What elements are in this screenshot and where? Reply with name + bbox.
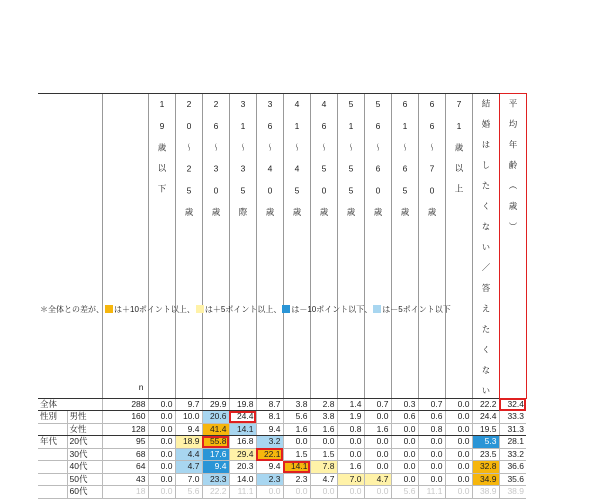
- column-header-label: 5 1 〜 5 5 歳: [345, 99, 356, 217]
- value-cell: 0.0: [364, 436, 391, 449]
- table-row: [38, 423, 526, 436]
- column-header-label: 結 婚 は し た く な い ／ 答 え た く な い: [480, 99, 491, 396]
- value-cell: 3.8: [283, 398, 310, 411]
- value-cell: 8.7: [256, 398, 283, 411]
- n-cell: 128: [102, 423, 148, 436]
- row-group-label: [38, 448, 67, 461]
- value-cell: 0.0: [445, 436, 472, 449]
- value-cell: 11.1: [229, 486, 256, 499]
- value-cell: 3.2: [256, 436, 283, 449]
- age-distribution-table: [38, 93, 527, 499]
- value-cell: 0.0: [364, 461, 391, 474]
- value-cell: 0.0: [148, 448, 175, 461]
- value-cell: 0.0: [418, 461, 445, 474]
- column-header-label: 2 0 〜 2 5 歳: [183, 99, 194, 217]
- value-cell: 0.0: [310, 436, 337, 449]
- value-cell: 0.0: [148, 436, 175, 449]
- value-cell: 0.0: [445, 398, 472, 411]
- value-cell: 1.6: [364, 423, 391, 436]
- value-cell: 1.5: [310, 448, 337, 461]
- value-cell: 23.5: [472, 448, 499, 461]
- n-cell: 95: [102, 436, 148, 449]
- value-cell: 0.7: [364, 398, 391, 411]
- value-cell: 0.0: [445, 473, 472, 486]
- value-cell: 1.5: [283, 448, 310, 461]
- legend: [40, 304, 451, 315]
- value-cell: 24.4: [229, 411, 256, 424]
- value-cell: 0.0: [310, 486, 337, 499]
- table-row: [38, 486, 526, 499]
- value-cell: 4.7: [175, 461, 202, 474]
- value-cell: 0.0: [391, 448, 418, 461]
- value-cell: 4.7: [310, 473, 337, 486]
- value-cell: 0.8: [337, 423, 364, 436]
- value-cell: 0.0: [148, 398, 175, 411]
- value-cell: 0.0: [148, 461, 175, 474]
- value-cell: 0.7: [418, 398, 445, 411]
- value-cell: 2.3: [256, 473, 283, 486]
- value-cell: 5.3: [472, 436, 499, 449]
- value-cell: 0.0: [445, 486, 472, 499]
- corner-cell: [38, 94, 102, 399]
- average-age-cell: 28.1: [499, 436, 526, 449]
- table-row: [38, 473, 526, 486]
- column-header: [256, 94, 283, 399]
- legend-plus10: は＋10ポイント以上、: [114, 305, 195, 314]
- table-row: [38, 436, 526, 449]
- column-header-label: 4 1 〜 4 5 歳: [291, 99, 302, 217]
- value-cell: 0.0: [148, 486, 175, 499]
- value-cell: 22.1: [256, 448, 283, 461]
- value-cell: 19.8: [229, 398, 256, 411]
- row-sub-label: 60代: [67, 486, 102, 499]
- value-cell: 0.0: [445, 448, 472, 461]
- average-age-header-label: 平 均 年 齢 （ 歳 ）: [507, 99, 518, 232]
- n-header-label: n: [138, 381, 144, 392]
- value-cell: 0.0: [418, 436, 445, 449]
- value-cell: 1.9: [337, 411, 364, 424]
- value-cell: 14.0: [229, 473, 256, 486]
- value-cell: 9.4: [256, 461, 283, 474]
- average-age-cell: 38.9: [499, 486, 526, 499]
- value-cell: 0.8: [418, 423, 445, 436]
- value-cell: 0.0: [337, 448, 364, 461]
- legend-swatch-minus10: [282, 305, 290, 313]
- value-cell: 0.0: [364, 448, 391, 461]
- legend-swatch-minus5: [373, 305, 381, 313]
- value-cell: 24.4: [472, 411, 499, 424]
- row-group-label: [38, 423, 67, 436]
- column-header-label: 4 6 〜 5 0 歳: [318, 99, 329, 217]
- value-cell: 2.8: [310, 398, 337, 411]
- value-cell: 0.0: [256, 486, 283, 499]
- table-row: [38, 448, 526, 461]
- value-cell: 9.4: [175, 423, 202, 436]
- average-age-cell: 33.3: [499, 411, 526, 424]
- value-cell: 20.6: [202, 411, 229, 424]
- value-cell: 1.6: [337, 461, 364, 474]
- average-age-cell: 35.6: [499, 473, 526, 486]
- value-cell: 0.0: [391, 461, 418, 474]
- value-cell: 5.6: [283, 411, 310, 424]
- value-cell: 20.3: [229, 461, 256, 474]
- column-header: [202, 94, 229, 399]
- column-header: [283, 94, 310, 399]
- column-header-label: 6 1 〜 6 5 歳: [399, 99, 410, 217]
- column-header-label: 3 6 〜 4 0 歳: [264, 99, 275, 217]
- value-cell: 9.4: [202, 461, 229, 474]
- value-cell: 1.6: [310, 423, 337, 436]
- value-cell: 19.5: [472, 423, 499, 436]
- column-header: [418, 94, 445, 399]
- table-row: [38, 411, 526, 424]
- column-header: [148, 94, 175, 399]
- column-header-label: 2 6 〜 3 0 歳: [210, 99, 221, 217]
- row-sub-label: 女性: [67, 423, 102, 436]
- column-header: [445, 94, 472, 399]
- column-header: [472, 94, 499, 399]
- value-cell: 34.9: [472, 473, 499, 486]
- column-header-label: 6 6 〜 7 0 歳: [426, 99, 437, 217]
- value-cell: 8.1: [256, 411, 283, 424]
- table-body: [38, 398, 526, 498]
- value-cell: 2.3: [283, 473, 310, 486]
- value-cell: 0.0: [391, 423, 418, 436]
- n-header: [102, 94, 148, 399]
- column-header: [391, 94, 418, 399]
- average-age-header: [499, 94, 526, 399]
- row-sub-label: 50代: [67, 473, 102, 486]
- value-cell: 0.0: [445, 461, 472, 474]
- row-label: 全体: [38, 398, 102, 411]
- value-cell: 1.4: [337, 398, 364, 411]
- value-cell: 18.9: [175, 436, 202, 449]
- value-cell: 0.0: [445, 423, 472, 436]
- value-cell: 29.4: [229, 448, 256, 461]
- column-header: [175, 94, 202, 399]
- value-cell: 22.2: [202, 486, 229, 499]
- value-cell: 0.0: [391, 436, 418, 449]
- average-age-cell: 32.4: [499, 398, 526, 411]
- n-cell: 160: [102, 411, 148, 424]
- legend-swatch-plus5: [196, 305, 204, 313]
- value-cell: 0.0: [364, 486, 391, 499]
- value-cell: 3.8: [310, 411, 337, 424]
- value-cell: 14.1: [229, 423, 256, 436]
- value-cell: 5.6: [175, 486, 202, 499]
- value-cell: 0.0: [418, 448, 445, 461]
- value-cell: 7.0: [337, 473, 364, 486]
- value-cell: 0.6: [391, 411, 418, 424]
- value-cell: 23.3: [202, 473, 229, 486]
- value-cell: 9.7: [175, 398, 202, 411]
- value-cell: 41.4: [202, 423, 229, 436]
- value-cell: 0.0: [391, 473, 418, 486]
- value-cell: 5.6: [391, 486, 418, 499]
- n-cell: 18: [102, 486, 148, 499]
- column-header: [310, 94, 337, 399]
- value-cell: 38.9: [472, 486, 499, 499]
- value-cell: 4.7: [364, 473, 391, 486]
- value-cell: 14.1: [283, 461, 310, 474]
- column-header-label: 3 1 〜 3 5 際: [237, 99, 248, 217]
- column-header-label: 7 1 歳 以 上: [453, 99, 464, 194]
- row-sub-label: 男性: [67, 411, 102, 424]
- value-cell: 10.0: [175, 411, 202, 424]
- value-cell: 16.8: [229, 436, 256, 449]
- n-cell: 64: [102, 461, 148, 474]
- value-cell: 0.0: [445, 411, 472, 424]
- legend-plus5: は＋5ポイント以上、: [204, 305, 282, 314]
- column-header: [337, 94, 364, 399]
- average-age-cell: 33.2: [499, 448, 526, 461]
- value-cell: 7.8: [310, 461, 337, 474]
- n-cell: 43: [102, 473, 148, 486]
- table-row: [38, 461, 526, 474]
- legend-prefix: ＊全体との差が、: [40, 305, 104, 314]
- row-sub-label: 40代: [67, 461, 102, 474]
- value-cell: 4.4: [175, 448, 202, 461]
- value-cell: 0.6: [418, 411, 445, 424]
- row-group-label: [38, 486, 67, 499]
- row-group-label: 性別: [38, 411, 67, 424]
- column-header-label: 5 6 〜 6 0 歳: [372, 99, 383, 217]
- column-header: [229, 94, 256, 399]
- value-cell: 0.3: [391, 398, 418, 411]
- legend-swatch-plus10: [105, 305, 113, 313]
- value-cell: 9.4: [256, 423, 283, 436]
- column-header-label: 1 9 歳 以 下: [156, 99, 167, 194]
- value-cell: 22.2: [472, 398, 499, 411]
- value-cell: 0.0: [148, 423, 175, 436]
- value-cell: 32.8: [472, 461, 499, 474]
- value-cell: 17.6: [202, 448, 229, 461]
- value-cell: 0.0: [337, 486, 364, 499]
- value-cell: 0.0: [283, 436, 310, 449]
- average-age-cell: 36.6: [499, 461, 526, 474]
- value-cell: 0.0: [148, 473, 175, 486]
- row-group-label: [38, 461, 67, 474]
- row-sub-label: 30代: [67, 448, 102, 461]
- value-cell: 0.0: [148, 411, 175, 424]
- legend-minus10: は－10ポイント以下、: [291, 305, 373, 314]
- header-row: [38, 94, 526, 399]
- value-cell: 11.1: [418, 486, 445, 499]
- column-header: [364, 94, 391, 399]
- legend-minus5: は－5ポイント以下: [382, 305, 451, 314]
- n-cell: 288: [102, 398, 148, 411]
- value-cell: 0.0: [418, 473, 445, 486]
- value-cell: 0.0: [283, 486, 310, 499]
- value-cell: 1.6: [283, 423, 310, 436]
- row-group-label: 年代: [38, 436, 67, 449]
- value-cell: 55.8: [202, 436, 229, 449]
- value-cell: 0.0: [337, 436, 364, 449]
- value-cell: 29.9: [202, 398, 229, 411]
- row-group-label: [38, 473, 67, 486]
- average-age-cell: 31.3: [499, 423, 526, 436]
- value-cell: 7.0: [175, 473, 202, 486]
- n-cell: 68: [102, 448, 148, 461]
- row-sub-label: 20代: [67, 436, 102, 449]
- value-cell: 0.0: [364, 411, 391, 424]
